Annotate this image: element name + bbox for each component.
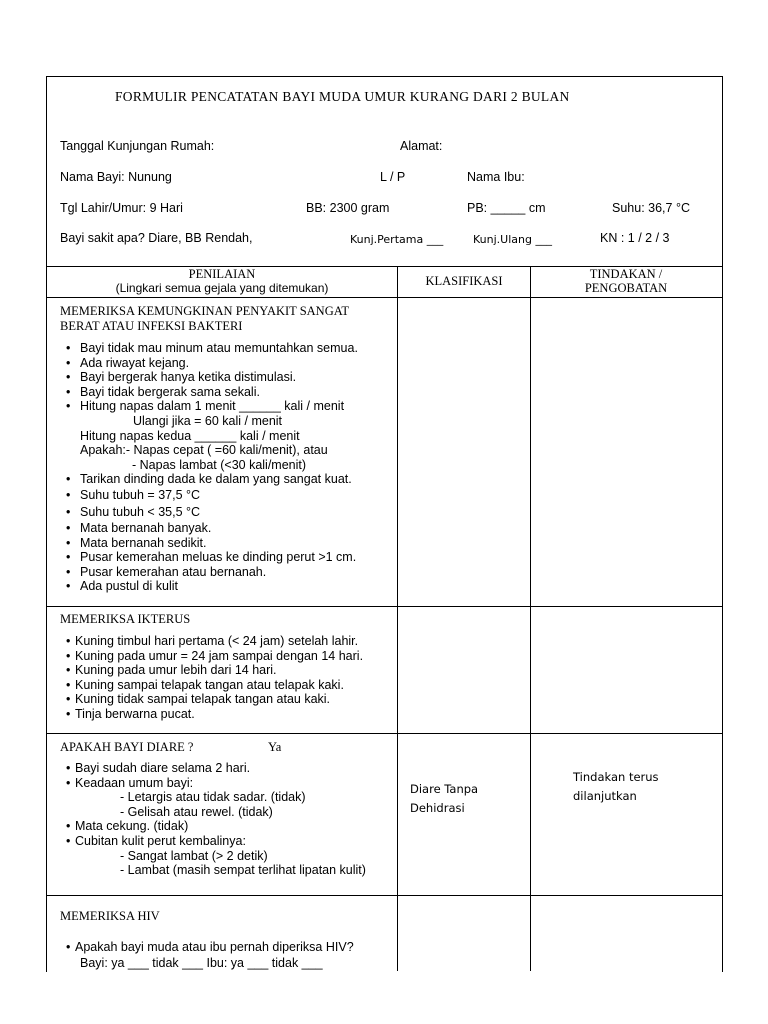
list-item: - Napas lambat (<30 kali/menit) xyxy=(132,457,307,472)
row-divider-3 xyxy=(46,895,722,896)
panjang-badan: PB: _____ cm xyxy=(467,201,546,215)
section-ikterus-title: MEMERIKSA IKTERUS xyxy=(60,612,191,626)
list-item: • Pusar kemerahan atau bernanah. xyxy=(66,564,267,579)
list-item: - Letargis atau tidak sadar. (tidak) xyxy=(120,790,306,805)
list-item: • Kuning tidak sampai telapak tangan atau kaki. xyxy=(66,692,331,707)
tindakan-diare-1: Tindakan terus xyxy=(573,770,659,784)
diare-list xyxy=(66,761,366,878)
section-infeksi-title: MEMERIKSA KEMUNGKINAN PENYAKIT SANGAT xyxy=(60,304,350,318)
header-tindakan: TINDAKAN / xyxy=(589,267,663,281)
list-item: • Tarikan dinding dada ke dalam yang sangat kuat. xyxy=(66,472,352,487)
list-item: • Bayi bergerak hanya ketika distimulasi. xyxy=(66,370,297,385)
list-item: - Sangat lambat (> 2 detik) xyxy=(120,848,268,863)
header-penilaian: PENILAIAN xyxy=(188,267,256,281)
nama-bayi: Nama Bayi: Nunung xyxy=(60,170,172,184)
berat-badan: BB: 2300 gram xyxy=(306,201,390,215)
list-item: • Bayi tidak bergerak sama sekali. xyxy=(66,384,260,399)
section-infeksi-title-2: BERAT ATAU INFEKSI BAKTERI xyxy=(60,319,243,333)
tanggal-kunjungan: Tanggal Kunjungan Rumah: xyxy=(60,139,215,153)
diare-answer: Ya xyxy=(268,740,282,754)
klasifikasi-diare-1: Diare Tanpa xyxy=(410,782,479,796)
alamat: Alamat: xyxy=(400,139,443,153)
row-divider-2 xyxy=(46,733,722,734)
list-item: • Mata cekung. (tidak) xyxy=(66,819,189,834)
list-item: • Suhu tubuh < 35,5 °C xyxy=(66,504,201,519)
section-diare-title: APAKAH BAYI DIARE ? xyxy=(60,740,194,754)
header-penilaian-sub: (Lingkari semua gejala yang ditemukan) xyxy=(115,281,329,295)
kunjungan-neonatal: KN : 1 / 2 / 3 xyxy=(600,231,670,245)
klasifikasi-diare-2: Dehidrasi xyxy=(410,801,465,815)
list-item: • Ada riwayat kejang. xyxy=(66,355,190,370)
column-divider-2 xyxy=(530,266,531,971)
list-item: Apakah:- Napas cepat ( =60 kali/menit), atau xyxy=(80,443,328,458)
list-item: Ulangi jika = 60 kali / menit xyxy=(133,413,283,428)
header-divider xyxy=(46,297,722,298)
list-item: • Suhu tubuh = 37,5 °C xyxy=(66,487,201,502)
list-item: • Hitung napas dalam 1 menit ______ kali / menit xyxy=(66,399,345,414)
infeksi-list xyxy=(66,341,358,594)
row-divider-1 xyxy=(46,606,722,607)
list-item: Hitung napas kedua ______ kali / menit xyxy=(80,428,300,443)
list-item: • Ada pustul di kulit xyxy=(66,579,178,594)
column-divider-1 xyxy=(397,266,398,971)
hiv-question: • Apakah bayi muda atau ibu pernah diperiksa HIV? xyxy=(66,940,354,954)
hiv-answer-line: Bayi: ya ___ tidak ___ Ibu: ya ___ tidak ___ xyxy=(80,956,323,970)
list-item: • Mata bernanah banyak. xyxy=(66,520,212,535)
list-item: • Tinja berwarna pucat. xyxy=(66,706,195,721)
header-klasifikasi: KLASIFIKASI xyxy=(425,274,503,288)
form-title: FORMULIR PENCATATAN BAYI MUDA UMUR KURANG DARI 2 BULAN xyxy=(115,89,570,104)
tgl-lahir: Tgl Lahir/Umur: 9 Hari xyxy=(60,201,183,215)
list-item: - Lambat (masih sempat terlihat lipatan kulit) xyxy=(120,863,366,878)
list-item: • Keadaan umum bayi: xyxy=(66,775,194,790)
list-item: • Kuning timbul hari pertama (< 24 jam) setelah lahir. xyxy=(66,634,359,648)
tindakan-diare-2: dilanjutkan xyxy=(573,789,637,803)
nama-ibu: Nama Ibu: xyxy=(467,170,525,184)
jenis-kelamin: L / P xyxy=(380,170,406,184)
list-item: • Pusar kemerahan meluas ke dinding perut >1 cm. xyxy=(66,550,357,565)
list-item: • Kuning pada umur = 24 jam sampai dengan 14 hari. xyxy=(66,648,364,663)
list-item: • Bayi tidak mau minum atau memuntahkan semua. xyxy=(66,341,358,355)
kunjungan-pertama: Kunj.Pertama ___ xyxy=(350,233,444,246)
header-pengobatan: PENGOBATAN xyxy=(584,281,668,295)
list-item: • Bayi sudah diare selama 2 hari. xyxy=(66,761,251,775)
list-item: - Gelisah atau rewel. (tidak) xyxy=(120,804,273,819)
ikterus-list xyxy=(66,634,363,722)
list-item: • Kuning sampai telapak tangan atau telapak kaki. xyxy=(66,677,344,692)
bayi-sakit: Bayi sakit apa? Diare, BB Rendah, xyxy=(60,231,253,245)
list-item: • Kuning pada umur lebih dari 14 hari. xyxy=(66,663,277,678)
suhu: Suhu: 36,7 °C xyxy=(612,201,690,215)
list-item: • Mata bernanah sedikit. xyxy=(66,535,207,550)
kunjungan-ulang: Kunj.Ulang ___ xyxy=(473,233,552,246)
section-hiv-title: MEMERIKSA HIV xyxy=(60,909,160,923)
list-item: • Cubitan kulit perut kembalinya: xyxy=(66,833,246,848)
